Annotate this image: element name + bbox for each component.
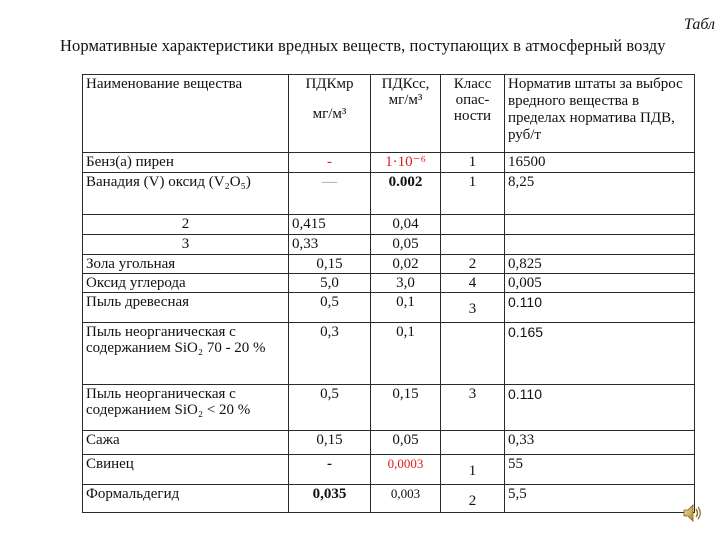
cell-name: Пыль неорганическая с содержанием SiO₂ 70 - 20 % (83, 323, 289, 385)
cell-pdk-mr: 0,33 (289, 235, 371, 255)
cell-class: 4 (441, 274, 505, 293)
header-norm: Норматив штаты за выброс вредного вещества в пределах норматива ПДВ, руб/т (505, 75, 695, 153)
cell-pdk-mr: 0,5 (289, 293, 371, 323)
cell-norm: 0,825 (505, 255, 695, 274)
cell-norm: 16500 (505, 153, 695, 173)
cell-name: Пыль неорганическая с содержанием SiO₂ < 20 % (83, 385, 289, 431)
cell-name: Бенз(а) пирен (83, 153, 289, 173)
cell-pdk-ss: 3,0 (371, 274, 441, 293)
cell-pdk-mr: 0,035 (289, 485, 371, 513)
cell-norm (505, 215, 695, 235)
cell-class (441, 215, 505, 235)
table-row (83, 385, 695, 431)
speaker-icon[interactable] (682, 502, 704, 524)
cell-pdk-mr: — (289, 173, 371, 215)
table-row (83, 485, 695, 513)
cell-norm: 5,5 (505, 485, 695, 513)
table-row (83, 323, 695, 385)
cell-norm (505, 235, 695, 255)
header-pdk-mr-label: ПДКмр (305, 76, 354, 92)
cell-pdk-ss: 0,1 (371, 323, 441, 385)
cell-class: 1 (441, 153, 505, 173)
speaker-icon-graphic (682, 502, 704, 524)
cell-class: 2 (441, 255, 505, 274)
header-pdk-ss-label: ПДКсс, (381, 76, 430, 92)
table-row (83, 255, 695, 274)
header-row (83, 75, 695, 153)
cell-name: Ванадия (V) оксид (V₂O₅) (83, 173, 289, 215)
table-number-label: Табл (684, 16, 715, 33)
document-title: Нормативные характеристики вредных веществ, поступающих в атмосферный возду (60, 36, 666, 55)
cell-pdk-ss: 0,02 (371, 255, 441, 274)
table-row (83, 173, 695, 215)
cell-class: 1 (441, 455, 505, 485)
cell-norm: 0.110 (505, 385, 695, 431)
cell-norm: 55 (505, 455, 695, 485)
header-pdk-ss-unit: мг/м³ (388, 92, 423, 108)
cell-pdk-ss: 0,05 (371, 235, 441, 255)
cell-pdk-mr: 0,3 (289, 323, 371, 385)
cell-name: Пыль древесная (83, 293, 289, 323)
header-name: Наименование вещества (83, 75, 289, 153)
cell-norm: 0.165 (505, 323, 695, 385)
cell-name: Свинец (83, 455, 289, 485)
cell-pdk-ss: 0,04 (371, 215, 441, 235)
cell-class: 3 (441, 385, 505, 431)
cell-norm: 0,005 (505, 274, 695, 293)
cell-pdk-ss: 1·10⁻⁶ (371, 153, 441, 173)
cell-pdk-ss: 0.002 (371, 173, 441, 215)
table-row (83, 215, 695, 235)
cell-norm: 0.110 (505, 293, 695, 323)
header-pdk-mr-unit: мг/м³ (312, 106, 347, 122)
cell-class: 3 (441, 293, 505, 323)
cell-name: 3 (83, 235, 289, 255)
cell-pdk-mr: - (289, 455, 371, 485)
norms-table (82, 74, 695, 513)
cell-name: 2 (83, 215, 289, 235)
cell-norm: 8,25 (505, 173, 695, 215)
table-row (83, 235, 695, 255)
cell-class (441, 431, 505, 455)
cell-pdk-ss: 0,1 (371, 293, 441, 323)
cell-class: 1 (441, 173, 505, 215)
header-pdk-mr (289, 75, 371, 153)
cell-pdk-mr: 5,0 (289, 274, 371, 293)
cell-norm: 0,33 (505, 431, 695, 455)
table-row (83, 293, 695, 323)
table-row (83, 455, 695, 485)
cell-name: Оксид углерода (83, 274, 289, 293)
header-pdk-ss (371, 75, 441, 153)
cell-pdk-ss: 0,0003 (371, 455, 441, 485)
cell-class (441, 235, 505, 255)
table-row (83, 153, 695, 173)
header-class: Класс опас-ности (441, 75, 505, 153)
cell-name: Зола угольная (83, 255, 289, 274)
table-row (83, 274, 695, 293)
cell-pdk-mr: 0,415 (289, 215, 371, 235)
table-row (83, 431, 695, 455)
cell-class (441, 323, 505, 385)
cell-pdk-ss: 0,003 (371, 485, 441, 513)
cell-pdk-mr: 0,15 (289, 255, 371, 274)
cell-name: Сажа (83, 431, 289, 455)
cell-pdk-ss: 0,15 (371, 385, 441, 431)
cell-pdk-mr: 0,15 (289, 431, 371, 455)
cell-class: 2 (441, 485, 505, 513)
cell-pdk-mr: - (289, 153, 371, 173)
cell-pdk-mr: 0,5 (289, 385, 371, 431)
cell-pdk-ss: 0,05 (371, 431, 441, 455)
cell-name: Формальдегид (83, 485, 289, 513)
